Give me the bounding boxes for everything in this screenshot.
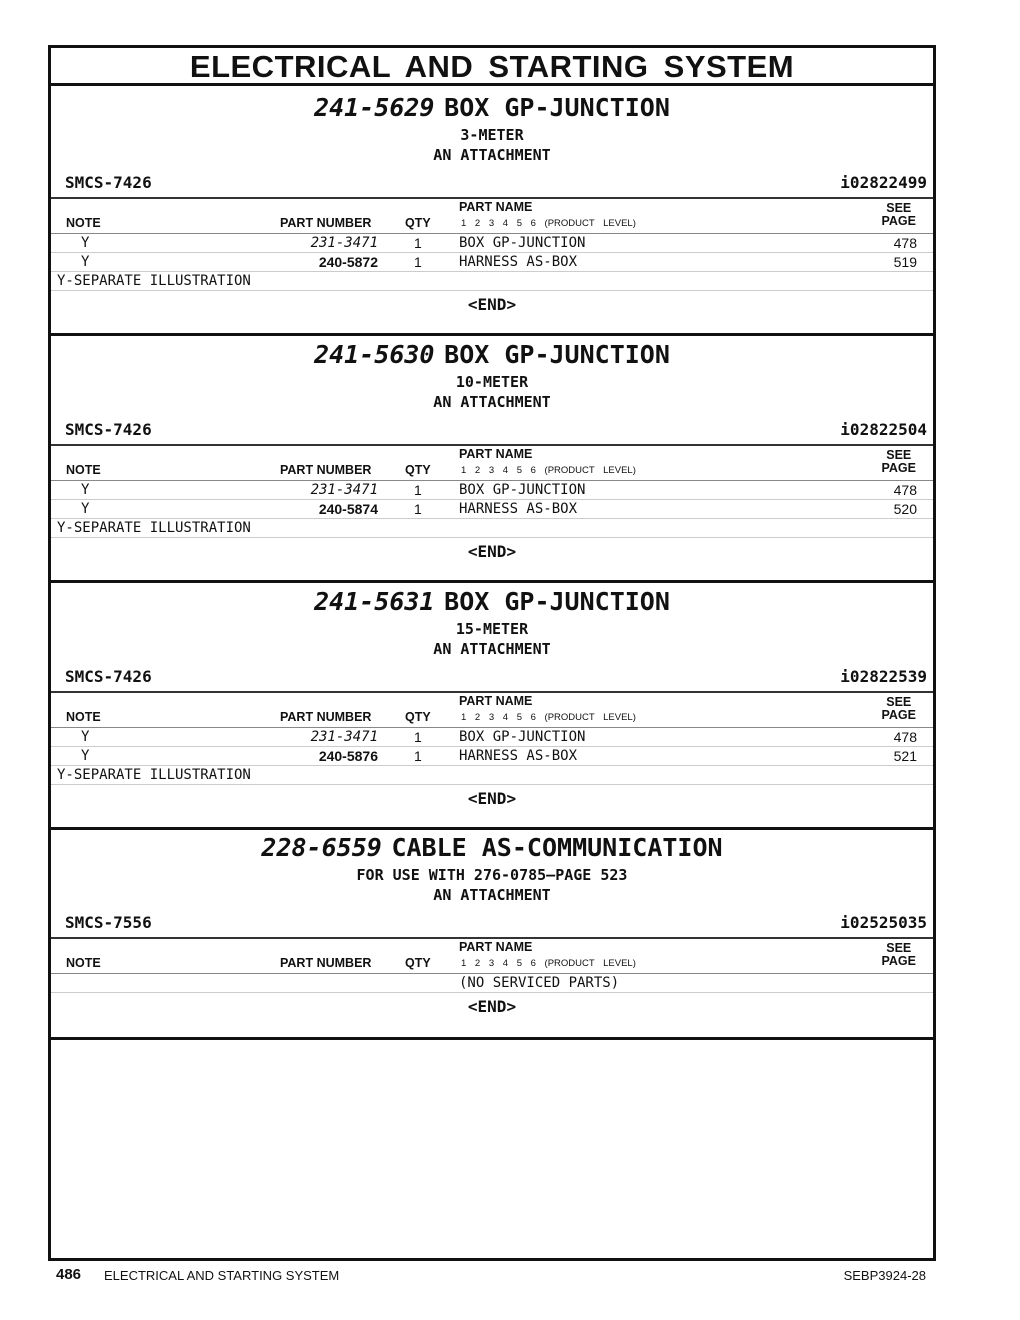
page-number: 486 [56,1266,82,1283]
parts-section [51,86,933,336]
section-end-marker: <END> [467,542,517,561]
smcs-code: SMCS-7556 [65,913,152,932]
row-note: Y [81,729,90,745]
parts-section [51,583,933,830]
table-header [51,197,933,234]
col-part-number: PART NUMBER [280,710,372,724]
smcs-row [51,420,933,440]
table-row [51,253,933,272]
section-header [51,94,933,165]
section-part-number[interactable]: 241-5631 [314,587,435,616]
col-see-page [882,696,917,722]
section-header [51,341,933,412]
footer-system-name: ELECTRICAL AND STARTING SYSTEM [104,1268,340,1283]
footer-document-id: SEBP3924-28 [843,1268,926,1283]
row-part-number[interactable]: 231-3471 [310,482,378,498]
row-qty: 1 [414,482,422,498]
col-see-page [882,942,917,968]
row-see-page[interactable]: 519 [893,254,917,270]
row-see-page[interactable]: 478 [893,235,917,251]
smcs-code: SMCS-7426 [65,173,152,192]
section-end-marker: <END> [467,789,517,808]
row-part-name: BOX GP-JUNCTION [459,482,586,498]
row-part-name: HARNESS AS-BOX [459,254,578,270]
table-header [51,937,933,974]
col-see-page [882,449,917,475]
col-part-name: PART NAME [459,200,533,214]
separate-illustration-note: Y-SEPARATE ILLUSTRATION [51,272,933,291]
row-qty: 1 [414,501,422,517]
col-product-level: 1 2 3 4 5 6 (PRODUCT LEVEL) [461,465,636,476]
row-qty: 1 [414,729,422,745]
table-header [51,444,933,481]
separate-illustration-note: Y-SEPARATE ILLUSTRATION [51,519,933,538]
col-part-name: PART NAME [459,940,533,954]
page-label: PAGE [881,214,916,228]
row-part-name: HARNESS AS-BOX [459,748,578,764]
row-part-number[interactable]: 240-5876 [318,748,378,764]
section-attachment-label: AN ATTACHMENT [433,146,551,164]
illustration-id: i02822539 [840,667,927,686]
col-part-number: PART NUMBER [280,463,372,477]
section-attachment-label: AN ATTACHMENT [433,393,551,411]
section-subtitle: 10-METER [455,373,529,391]
table-row [51,728,933,747]
table-row [51,974,933,993]
col-product-level: 1 2 3 4 5 6 (PRODUCT LEVEL) [461,218,636,229]
see-label: SEE [886,941,912,955]
table-header [51,691,933,728]
see-label: SEE [886,448,912,462]
illustration-id: i02525035 [840,913,927,932]
col-part-number: PART NUMBER [280,956,372,970]
section-attachment-label: AN ATTACHMENT [433,886,551,904]
smcs-row [51,913,933,933]
col-note: NOTE [66,216,101,230]
row-part-number[interactable]: 231-3471 [310,235,378,251]
section-subtitle: FOR USE WITH 276-0785—PAGE 523 [356,866,628,884]
col-note: NOTE [66,463,101,477]
col-qty: QTY [405,216,431,230]
see-label: SEE [886,201,912,215]
row-see-page[interactable]: 521 [893,748,917,764]
smcs-row [51,667,933,687]
row-see-page[interactable]: 478 [893,482,917,498]
row-part-name: BOX GP-JUNCTION [459,235,586,251]
section-header [51,588,933,659]
section-attachment-label: AN ATTACHMENT [433,640,551,658]
parts-section [51,830,933,1040]
col-part-name: PART NAME [459,694,533,708]
section-part-number[interactable]: 241-5629 [314,93,435,122]
col-note: NOTE [66,956,101,970]
row-part-name: BOX GP-JUNCTION [459,729,586,745]
smcs-code: SMCS-7426 [65,420,152,439]
section-subtitle: 3-METER [460,126,524,144]
col-part-number: PART NUMBER [280,216,372,230]
row-note: Y [81,235,90,251]
illustration-id: i02822499 [840,173,927,192]
illustration-id: i02822504 [840,420,927,439]
col-see-page [882,202,917,228]
see-label: SEE [886,695,912,709]
section-end-marker: <END> [467,997,517,1016]
row-qty: 1 [414,254,422,270]
row-note: Y [81,501,90,517]
page-label: PAGE [881,954,916,968]
section-header [51,834,933,905]
page-title: ELECTRICAL AND STARTING SYSTEM [51,48,933,86]
col-qty: QTY [405,463,431,477]
row-part-number[interactable]: 240-5874 [318,501,378,517]
smcs-row [51,173,933,193]
parts-page-frame [48,45,936,1261]
row-part-number[interactable]: 231-3471 [310,729,378,745]
section-part-number[interactable]: 228-6559 [261,833,382,862]
no-serviced-parts-note: (NO SERVICED PARTS) [459,975,620,991]
page-label: PAGE [881,708,916,722]
smcs-code: SMCS-7426 [65,667,152,686]
col-note: NOTE [66,710,101,724]
table-row [51,747,933,766]
row-note: Y [81,254,90,270]
page-label: PAGE [881,461,916,475]
row-note: Y [81,482,90,498]
section-part-number[interactable]: 241-5630 [314,340,435,369]
table-row [51,500,933,519]
table-row [51,234,933,253]
table-row [51,481,933,500]
row-qty: 1 [414,748,422,764]
parts-section [51,336,933,583]
separate-illustration-note: Y-SEPARATE ILLUSTRATION [51,766,933,785]
row-see-page[interactable]: 478 [893,729,917,745]
section-name: CABLE AS-COMMUNICATION [391,833,723,862]
row-part-name: HARNESS AS-BOX [459,501,578,517]
section-end-marker: <END> [467,295,517,314]
col-qty: QTY [405,956,431,970]
row-see-page[interactable]: 520 [893,501,917,517]
section-subtitle: 15-METER [455,620,529,638]
row-part-number[interactable]: 240-5872 [318,254,378,270]
col-part-name: PART NAME [459,447,533,461]
section-name: BOX GP-JUNCTION [444,340,670,369]
section-name: BOX GP-JUNCTION [444,587,670,616]
section-name: BOX GP-JUNCTION [444,93,670,122]
col-product-level: 1 2 3 4 5 6 (PRODUCT LEVEL) [461,958,636,969]
row-qty: 1 [414,235,422,251]
col-qty: QTY [405,710,431,724]
row-note: Y [81,748,90,764]
col-product-level: 1 2 3 4 5 6 (PRODUCT LEVEL) [461,712,636,723]
